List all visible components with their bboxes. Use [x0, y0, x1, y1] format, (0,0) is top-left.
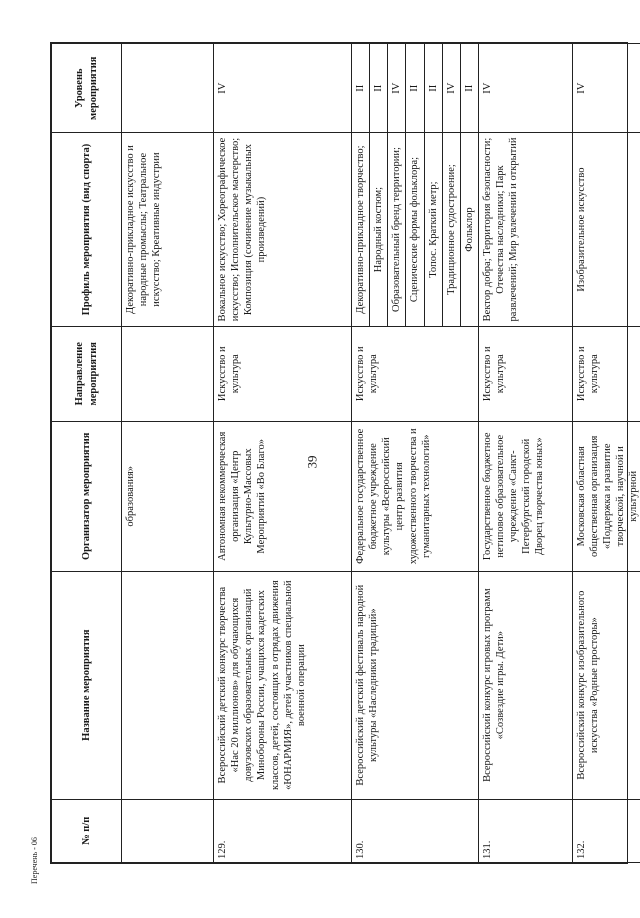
row-num: 130.	[352, 799, 479, 862]
row-organizer: образования»	[122, 421, 214, 571]
row-level: IV	[478, 44, 572, 133]
row-level: IV	[442, 44, 460, 133]
row-organizer: Государственное бюджетное нетиповое образовательное учреждение «Санкт-Петербургский городской Дворец творчества юных»	[478, 421, 572, 571]
header-level: Уровень мероприятия	[52, 44, 122, 133]
row-profile: Вектор добра; Территория безопасности; Отечества наследники; Парк развлечений; Мир увлечений и открытий	[478, 133, 572, 326]
row-name: Всероссийский детский фестиваль народной культуры «Наследники традиций»	[352, 571, 479, 799]
header-organizer: Организатор мероприятия	[52, 421, 122, 571]
row-level: II	[406, 44, 424, 133]
row-profile: Народный костюм;	[370, 133, 388, 326]
row-profile: Традиционное судостроение;	[442, 133, 460, 326]
row-level: IV	[388, 44, 406, 133]
row-level	[122, 44, 214, 133]
row-profile: Декоративно-прикладное творчество;	[352, 133, 370, 326]
row-profile: Образовательный бренд территории;	[388, 133, 406, 326]
header-num: № п/п	[52, 799, 122, 862]
row-name	[122, 571, 214, 799]
row-num: 132.	[572, 799, 640, 862]
row-num	[122, 799, 214, 862]
header-name: Название мероприятия	[52, 571, 122, 799]
row-organizer: Автономная некоммерческая организация «Центр Культурно-Массовых Мероприятий «Во Благо»	[214, 421, 352, 571]
table-row	[352, 44, 370, 863]
row-level: II	[424, 44, 442, 133]
row-level: II	[370, 44, 388, 133]
row-direction: Искусство и культура	[352, 326, 479, 421]
row-direction: Искусство и культура	[214, 326, 352, 421]
row-name: Всероссийский конкурс изобразительного искусства «Родные просторы»	[572, 571, 640, 799]
row-direction: Искусство и культура	[478, 326, 572, 421]
table-row	[122, 44, 214, 863]
row-level: II	[352, 44, 370, 133]
row-profile: Фольклор	[460, 133, 478, 326]
header-direction: Направление мероприятия	[52, 326, 122, 421]
table-row	[478, 44, 572, 863]
row-level: II	[460, 44, 478, 133]
row-organizer: Федеральное государственное бюджетное учреждение культуры «Всероссийский центр развития художественного творчества и гуманитарных технологий»	[352, 421, 479, 571]
page-number: 39	[304, 455, 320, 469]
row-direction	[122, 326, 214, 421]
row-name: Всероссийский детский конкурс творчества «Нас 20 миллионов» для обучающихся довузовских образовательных организаций Минобороны России, учащихся кадетских классов, детей, состоящих в отрядах движения «ЮНАРМИЯ», детей участников специальной военной операции	[214, 571, 352, 799]
row-level: IV	[572, 44, 640, 133]
row-profile: Топос. Краткий метр;	[424, 133, 442, 326]
row-organizer: Московская областная общественная организация «Поддержка и развитие творческой, научной и культурной	[572, 421, 640, 571]
table-row	[214, 44, 352, 863]
row-num: 129.	[214, 799, 352, 862]
table-row	[572, 44, 640, 863]
row-level: IV	[214, 44, 352, 133]
footer-note: Перечень - 06	[30, 837, 39, 884]
row-name: Всероссийский конкурс игровых программ «Созвездие игры. Дети»	[478, 571, 572, 799]
row-profile: Сценические формы фольклора;	[406, 133, 424, 326]
row-profile: Изобразительное искусство	[572, 133, 640, 326]
events-table	[51, 43, 640, 863]
row-profile: Вокальное искусство; Хореографическое искусство; Исполнительское мастерство; Композиция (сочинение музыкальных произведений)	[214, 133, 352, 326]
document-table-container	[50, 42, 640, 864]
row-num: 131.	[478, 799, 572, 862]
header-profile: Профиль мероприятия (вид спорта)	[52, 133, 122, 326]
row-direction: Искусство и культура	[572, 326, 640, 421]
row-profile: Декоративно-прикладное искусство и народные промыслы; Театральное искусство; Креативные индустрии	[122, 133, 214, 326]
